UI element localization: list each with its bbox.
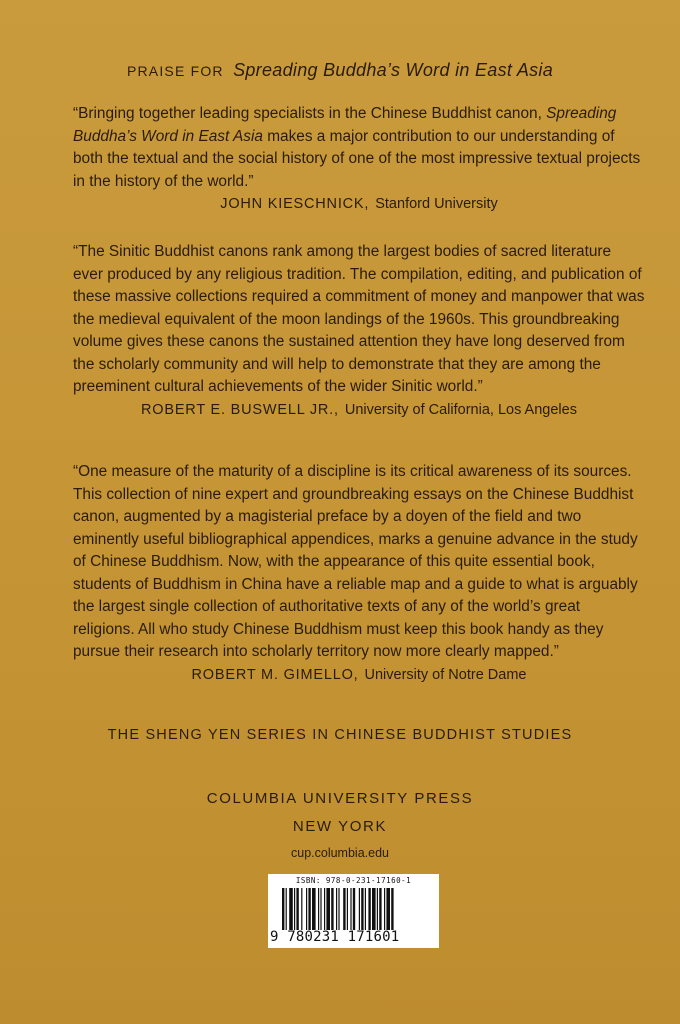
publisher-name: COLUMBIA UNIVERSITY PRESS [206, 790, 474, 807]
barcode-bar [386, 888, 390, 930]
barcode-bar [318, 888, 319, 930]
blurb-gimello [73, 461, 645, 686]
barcode-number: 9 780231 171601 [270, 929, 400, 945]
barcode-bar [384, 888, 385, 930]
blurb-buswell [73, 241, 645, 421]
author-name: ROBERT M. GIMELLO, [191, 666, 359, 683]
barcode-bar [391, 888, 393, 930]
barcode-bar [372, 888, 376, 930]
author-affiliation: University of California, Los Angeles [344, 401, 577, 418]
blurb-text: “Bringing together leading specialists in the Chinese Buddhist canon, Spreading Buddha’s Word in East Asia makes a major contribution to our understanding of both the textual and the social history of one of the most impressive textual projects in the history of the world.” [73, 105, 641, 190]
barcode-bar [324, 888, 325, 930]
blurb-text: “The Sinitic Buddhist canons rank among the largest bodies of sacred literature ever produced by any religious tradition. The compilation, editing, and publication of these massive collections required a commitment of money and manpower that was the medieval equivalent of the moon landings of the 1960s. This groundbreaking volume gives these canons the sustained attention they have long deserved from the scholarly community and will help to demonstrate that they are among the preeminent cultural achievements of the wider Sinitic world.” [73, 243, 645, 395]
publisher-url: cup.columbia.edu [291, 846, 389, 860]
barcode-bar [347, 888, 348, 930]
blurb-attribution [73, 399, 645, 421]
praise-prefix: PRAISE FOR [126, 63, 224, 79]
blurb-attribution [73, 193, 645, 215]
author-name: JOHN KIESCHNICK, [220, 196, 370, 212]
barcode-bar [312, 888, 316, 930]
barcode-bar [320, 888, 321, 930]
author-affiliation: Stanford University [375, 196, 498, 212]
barcode-bar [359, 888, 360, 930]
author-name: ROBERT E. BUSWELL JR., [141, 401, 339, 418]
barcode-bar [368, 888, 370, 930]
blurb-attribution [73, 664, 645, 686]
author-affiliation: University of Notre Dame [364, 666, 527, 683]
barcode-bar [361, 888, 363, 930]
series-name: THE SHENG YEN SERIES IN CHINESE BUDDHIST STUDIES [107, 727, 573, 743]
barcode-bar [286, 888, 287, 930]
barcode-bar [306, 888, 307, 930]
barcode-bar [282, 888, 284, 930]
barcode-bar [343, 888, 345, 930]
barcode-bar [350, 888, 351, 930]
barcode-bar [377, 888, 378, 930]
blurb-kieschnick [73, 103, 645, 215]
barcode-bars [282, 888, 428, 930]
barcode-bar [296, 888, 298, 930]
isbn-label: ISBN: 978-0-231-17160-1 [295, 876, 412, 885]
barcode-bar [338, 888, 339, 930]
praise-book-title: Spreading Buddha’s Word in East Asia [233, 60, 554, 80]
blurb-text: “One measure of the maturity of a discipline is its critical awareness of its sources. This collection of nine expert and groundbreaking essays on the Chinese Buddhist canon, augmented by a magisterial preface by a doyen of the field and two eminently useful bibliographical appendices, marks a genuine advance in the study of Chinese Buddhism. Now, with the appearance of this quite essential book, students of Buddhism in China have a reliable map and a guide to what is arguably the largest single collection of authoritative texts of any of the world’s great religions. All who study Chinese Buddhism must keep this book handy as they pursue their research into scholarly territory now more clearly mapped.” [73, 463, 638, 660]
barcode-bar [365, 888, 366, 930]
barcode-bar [308, 888, 310, 930]
isbn-barcode [268, 874, 439, 948]
barcode-bar [294, 888, 295, 930]
publisher-city: NEW YORK [292, 818, 388, 835]
blurb-book-title: Spreading Buddha’s Word in East Asia [73, 105, 617, 145]
barcode-bar [353, 888, 355, 930]
barcode-bar [331, 888, 333, 930]
barcode-bar [326, 888, 330, 930]
barcode-bar [289, 888, 293, 930]
barcode-bar [336, 888, 337, 930]
barcode-bar [379, 888, 381, 930]
barcode-bar [301, 888, 302, 930]
praise-heading [0, 60, 680, 81]
